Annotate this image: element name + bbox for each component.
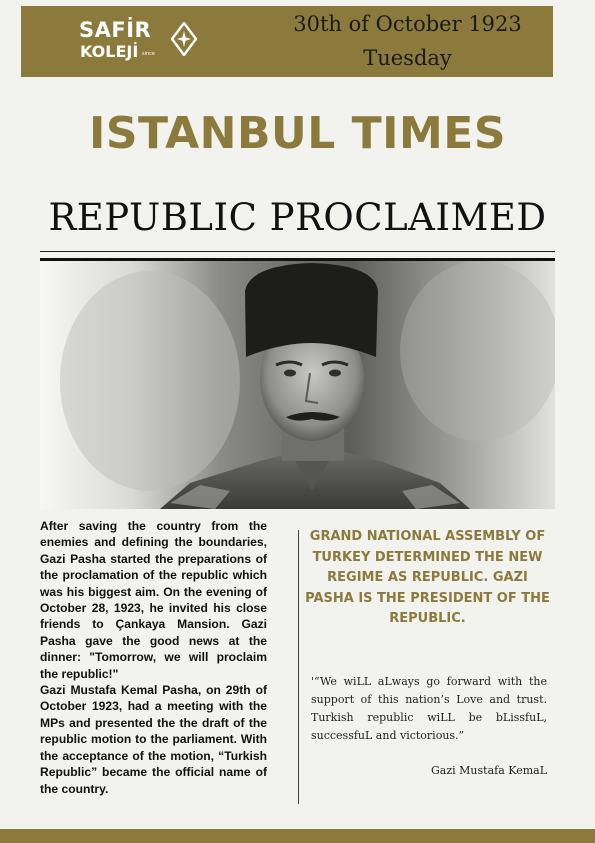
quote-author: Gazi Mustafa KemaL (431, 764, 547, 777)
logo-word-koleji: KOLEJİ (80, 42, 139, 61)
newspaper-masthead: ISTANBUL TIMES (88, 108, 507, 159)
main-headline: REPUBLIC PROCLAIMED (48, 196, 547, 239)
article-paragraph-1: After saving the country from the enemies and defining the boundaries, Gazi Pasha started the preparations of the proclamation of the republic which was his biggest aim. On the evening of October 28, 1923, he invited his close friends to Çankaya Mansion. Gazi Pasha gave the good news at the dinner: "Tomorrow, we will proclaim the republic!" (40, 519, 267, 681)
footer-bar (0, 829, 595, 843)
column-divider (298, 530, 299, 804)
article-body (40, 518, 267, 797)
diamond-star-icon (171, 22, 197, 56)
portrait-photo (40, 258, 555, 509)
logo-word-safir: SAFİR (79, 18, 152, 42)
headline-divider (40, 251, 555, 252)
issue-date: 30th of October 1923 (293, 12, 522, 36)
issue-day: Tuesday (363, 46, 452, 70)
logo-since: since (142, 51, 155, 57)
header-bar (21, 6, 553, 77)
portrait-photo-icon (40, 261, 555, 509)
article-paragraph-2: Gazi Mustafa Kemal Pasha, on 29th of October 1923, had a meeting with the MPs and presented the the draft of the republic motion to the parliament. With the acceptance of the motion, “Turkish Republic” became the official name of the country. (40, 683, 267, 796)
announcement-box: GRAND NATIONAL ASSEMBLY OF TURKEY DETERMINED THE NEW REGIME AS REPUBLIC. GAZI PASHA IS THE PRESIDENT OF THE REPUBLIC. (305, 529, 550, 626)
quote-text: '“We wiLL aLways go forward with the support of this nation’s Love and trust. Turkish republic wiLL be bLissfuL, successfuL and victorious.” (311, 675, 547, 742)
school-logo (79, 18, 199, 70)
